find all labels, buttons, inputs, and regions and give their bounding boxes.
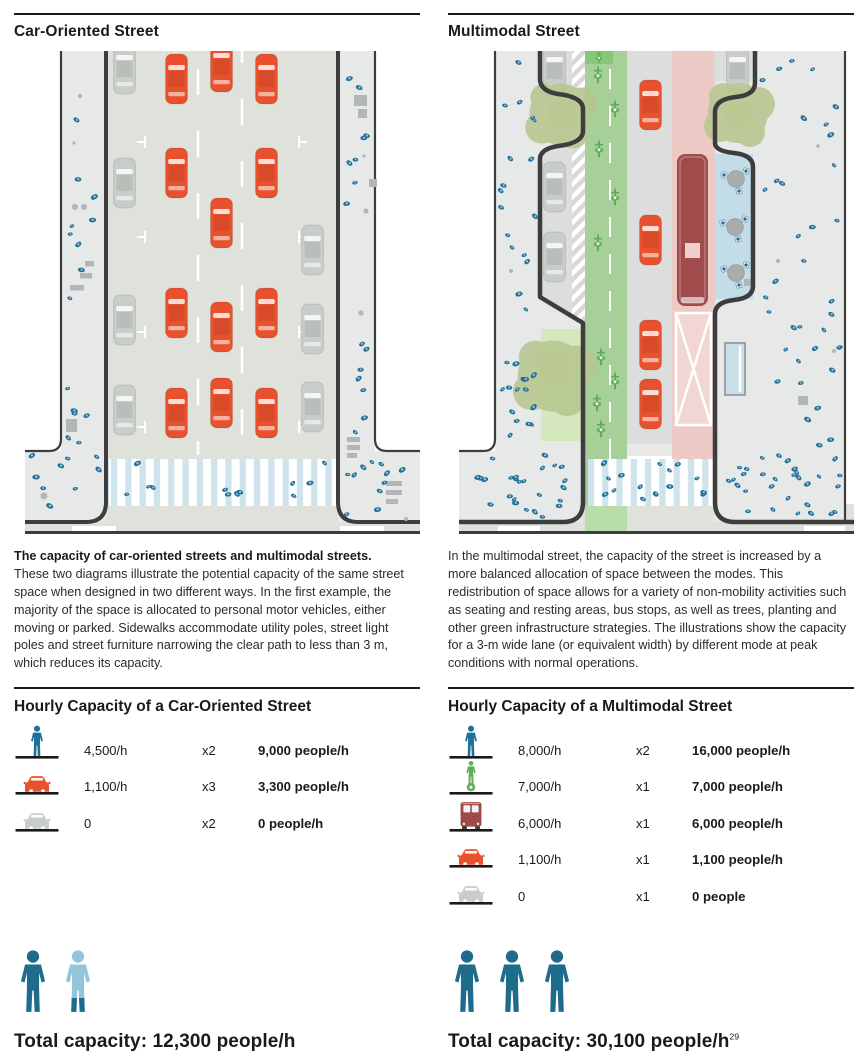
person-figure-icon	[59, 949, 97, 1015]
page-title: Multimodal Street	[448, 23, 580, 40]
capacity-row	[14, 801, 420, 838]
total-capacity	[448, 1031, 739, 1053]
cyclist-icon	[448, 758, 494, 796]
mode-rate: 4,500/h	[84, 742, 128, 758]
lane-multiplier: x3	[202, 779, 216, 795]
person-figure-icon	[14, 949, 52, 1015]
mode-total: 9,000 people/h	[258, 742, 349, 758]
car-red-icon	[14, 758, 60, 796]
capacity-row	[448, 874, 854, 911]
transit-stop-box	[676, 313, 711, 425]
mode-total: 0 people	[692, 888, 746, 904]
mode-rate: 1,100/h	[518, 852, 562, 868]
lane-multiplier: x1	[636, 779, 650, 795]
page-title: Car-Oriented Street	[14, 23, 159, 40]
ground-line	[16, 829, 59, 832]
car-gray-icon	[448, 868, 494, 906]
pedestrian-icon	[14, 722, 60, 760]
caption	[14, 548, 416, 673]
pedestrian-icon	[448, 722, 494, 760]
lane-multiplier: x2	[202, 815, 216, 831]
multimodal-column	[448, 0, 854, 1063]
mode-total: 1,100 people/h	[692, 852, 783, 868]
capacity-table	[448, 728, 854, 911]
lane-multiplier: x2	[202, 742, 216, 758]
totals-block	[448, 949, 739, 1053]
totals-block	[14, 949, 296, 1053]
car-gray-icon	[14, 795, 60, 833]
mode-total: 6,000 people/h	[692, 815, 783, 831]
caption-body: In the multimodal street, the capacity of the street is increased by a more balanced allocation of space between the modes. This redistribution of space allows for a variety of non-mobility activities such as seating and resting areas, bus stops, as well as trees, planting and other green infrastructure strategies. The illustrations show the capacity for a 3-m wide lane (or equivalent width) by different mode at peak conditions with normal operations.	[448, 549, 847, 671]
person-figure-icon	[448, 949, 486, 1015]
caption-body: These two diagrams illustrate the potential capacity of the same street space when designed in two different ways. In the first example, the majority of the space is allocated to personal motor vehicles, either moving or parked. Sidewalks accommodate utility poles, street light poles and street furniture narrowing the clear path to less than 3 m, which reduces its capacity.	[14, 566, 404, 671]
car-oriented-column	[14, 0, 420, 1063]
car-red-icon	[448, 831, 494, 869]
total-capacity	[14, 1031, 296, 1053]
mode-total: 0 people/h	[258, 815, 324, 831]
bus-shelter	[725, 343, 745, 395]
mode-total: 7,000 people/h	[692, 779, 783, 795]
top-rule	[14, 13, 420, 15]
multimodal-street-diagram	[448, 51, 854, 534]
lane-multiplier: x1	[636, 852, 650, 868]
top-rule	[448, 13, 854, 15]
footnote-marker: 29	[729, 1031, 740, 1042]
capacity-figures	[14, 949, 296, 1015]
mode-total: 3,300 people/h	[258, 779, 349, 795]
capacity-figures	[448, 949, 739, 1015]
mode-rate: 1,100/h	[84, 779, 128, 795]
ground-line	[450, 902, 493, 905]
mode-icon-cell	[14, 795, 84, 838]
lane-multiplier: x1	[636, 815, 650, 831]
mode-rate: 0	[84, 815, 92, 831]
mode-rate: 7,000/h	[518, 779, 562, 795]
person-figure-icon	[538, 949, 576, 1015]
person-figure-icon	[493, 949, 531, 1015]
section-title: Hourly Capacity of a Car-Oriented Street	[14, 698, 312, 716]
car-oriented-street-diagram	[14, 51, 420, 534]
total-capacity-text: Total capacity: 30,100 people/h	[448, 1031, 730, 1052]
mode-rate: 6,000/h	[518, 815, 562, 831]
lane-multiplier: x2	[636, 742, 650, 758]
capacity-table	[14, 728, 420, 838]
bus-icon	[677, 154, 708, 306]
caption	[448, 548, 850, 673]
lane-multiplier: x1	[636, 888, 650, 904]
mode-rate: 8,000/h	[518, 742, 562, 758]
section-rule	[14, 687, 420, 689]
mode-rate: 0	[518, 888, 526, 904]
bus-icon	[448, 795, 494, 833]
mode-total: 16,000 people/h	[692, 742, 791, 758]
caption-lead: The capacity of car-oriented streets and multimodal streets.	[14, 549, 372, 563]
crosswalk	[588, 459, 715, 506]
section-rule	[448, 687, 854, 689]
crosswalk	[106, 459, 338, 506]
total-capacity-text: Total capacity: 12,300 people/h	[14, 1031, 296, 1052]
mode-icon-cell	[448, 868, 518, 911]
section-title: Hourly Capacity of a Multimodal Street	[448, 698, 733, 716]
